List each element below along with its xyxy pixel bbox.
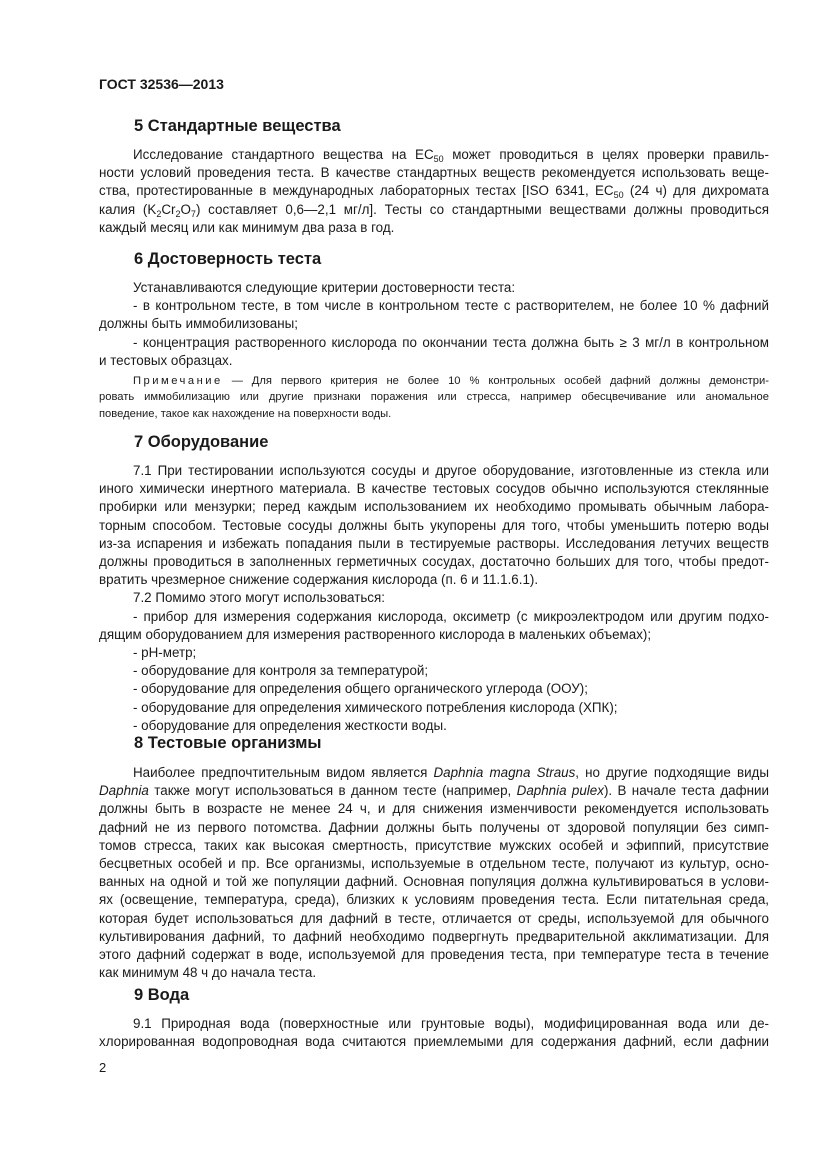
paragraph-line: ванных на одной и той же популяции дафний. Основная популяция должна культивироваться в услови- (99, 874, 769, 890)
paragraph-line: Наиболее предпочтительным видом является Daphnia magna Straus, но другие подходящие виды (133, 765, 769, 780)
document-header: ГОСТ 32536—2013 (99, 76, 224, 92)
paragraph-line: как минимум 48 ч до начала теста. (99, 965, 317, 981)
paragraph-line: томов стресса, таких как высокая смертность, присутствие мужских особей и эфиппий, присутствие (99, 837, 769, 853)
list-item: - оборудование для определения жесткости воды. (133, 717, 447, 733)
paragraph-line: иного химически инертного материала. В качестве тестовых сосудов обычно используются стеклянные (99, 481, 769, 497)
list-item: - pH-метр; (133, 645, 197, 661)
section-8-body (99, 764, 769, 982)
paragraph-line: должны быть в возрасте не менее 24 ч, и для снижения изменчивости рекомендуется использовать (99, 801, 769, 817)
paragraph-line: хлорированная водопроводная вода считаются приемлемыми для содержания дафний, если дафнии (99, 1034, 769, 1050)
paragraph-line: культивирования дафний, то дафний необходимо подвергнуть предварительной акклиматизации. Для (99, 928, 769, 944)
paragraph-line: дафний не из первого потомства. Дафнии должны быть получены от здоровой популяции без симп- (99, 819, 769, 835)
paragraph-line: должны проводиться в заполненных герметичных сосудах, достаточно больших для того, чтобы предот- (99, 554, 769, 570)
paragraph-line: 7.2 Помимо этого могут использоваться: (133, 590, 385, 606)
section-8-heading: 8 Тестовые организмы (134, 734, 322, 752)
paragraph-line: дящим оборудованием для измерения растворенного кислорода в маленьких объемах); (99, 626, 652, 642)
paragraph-line: 9.1 Природная вода (поверхностные или грунтовые воды), модифицированная вода или де- (133, 1016, 769, 1031)
note-line: Примечание — Для первого критерия не более 10 % контрольных особей дафний должны демонстри- (133, 375, 769, 387)
paragraph-line: Daphnia также могут использоваться в данном тесте (например, Daphnia pulex). В начале теста дафнии (99, 783, 769, 799)
list-item: - оборудование для контроля за температурой; (133, 663, 429, 679)
paragraph-line: каждый месяц или как минимум два раза в год. (99, 219, 395, 235)
note-line: поведение, такое как нахождение на поверхности воды. (99, 407, 392, 420)
paragraph-line: ности условий проведения теста. В качестве стандартных веществ рекомендуется использовать веще- (99, 165, 769, 181)
section-5-heading: 5 Стандартные вещества (134, 117, 341, 135)
paragraph-line: - в контрольном тесте, в том числе в контрольном тесте с растворителем, не более 10 % дафний (133, 298, 769, 314)
paragraph-line: - прибор для измерения содержания кислорода, оксиметр (с микроэлектродом или другим подхо- (133, 608, 769, 624)
paragraph-line: которая будет использоваться для дафний в тесте, отличается от среды, используемой для обычного (99, 910, 769, 926)
section-7-body (99, 462, 769, 735)
section-5-body (99, 146, 769, 237)
section-6-note (99, 373, 769, 422)
section-7-heading: 7 Оборудование (134, 433, 269, 451)
note-line: ровать иммобилизацию или другие признаки поражения или стресса, например обесцвечивание или аномальное (99, 391, 769, 404)
section-6-heading: 6 Достоверность теста (134, 250, 322, 268)
paragraph-line: вратить чрезмерное снижение содержания кислорода (п. 6 и 11.1.6.1). (99, 572, 539, 588)
paragraph-line: ства, протестированные в международных лабораторных тестах [ISO 6341, $EC_{50}$ (24 ч) для дихромата (99, 183, 769, 201)
page-number: 2 (99, 1060, 107, 1075)
paragraph-line: из-за испарения и избежать попадания пыли в тестируемые растворы. Исследования летучих веществ (99, 535, 769, 551)
section-6-body (99, 279, 769, 370)
paragraph-line: ях (освещение, температура, среда), близких к условиям проведения теста. Если питательная среда, (99, 892, 769, 908)
list-item: - оборудование для определения химического потребления кислорода (ХПК); (133, 699, 618, 715)
list-item: - оборудование для определения общего органического углерода (ООУ); (133, 681, 588, 697)
paragraph-line: и тестовых образцах. (99, 352, 233, 368)
paragraph-line: Устанавливаются следующие критерии достоверности теста: (133, 280, 516, 295)
note-label: Примечание (133, 375, 223, 387)
section-9-heading: 9 Вода (134, 986, 190, 1004)
paragraph-line: должны быть иммобилизованы; (99, 316, 298, 332)
paragraph-line: торным способом. Тестовые сосуды должны быть укупорены для того, чтобы уменьшить потерю воды (99, 517, 769, 533)
section-9-body (99, 1015, 769, 1051)
paragraph-line: Исследование стандартного вещества на $EC_{50}$ может проводиться в целях проверки правиль- (133, 147, 769, 164)
paragraph-line: - концентрация растворенного кислорода по окончании теста должна быть ≥ 3 мг/л в контрольном (133, 334, 769, 350)
paragraph-line: бесцветных особей и пр. Все организмы, используемые в отдельном тесте, получают из культур, осно- (99, 856, 769, 872)
paragraph-line: 7.1 При тестировании используются сосуды и другое оборудование, изготовленные из стекла или (133, 463, 769, 478)
paragraph-line: пробирки или мензурки; перед каждым использованием их необходимо промывать обычным лабора- (99, 499, 769, 515)
paragraph-line: этого дафний содержат в воде, используемой для проведения теста, при температуре теста в течение (99, 947, 769, 963)
paragraph-line: калия $(K_2Cr_2O_7)$ составляет 0,6—2,1 мг/л]. Тесты со стандартными веществами должны проводиться (99, 201, 769, 219)
